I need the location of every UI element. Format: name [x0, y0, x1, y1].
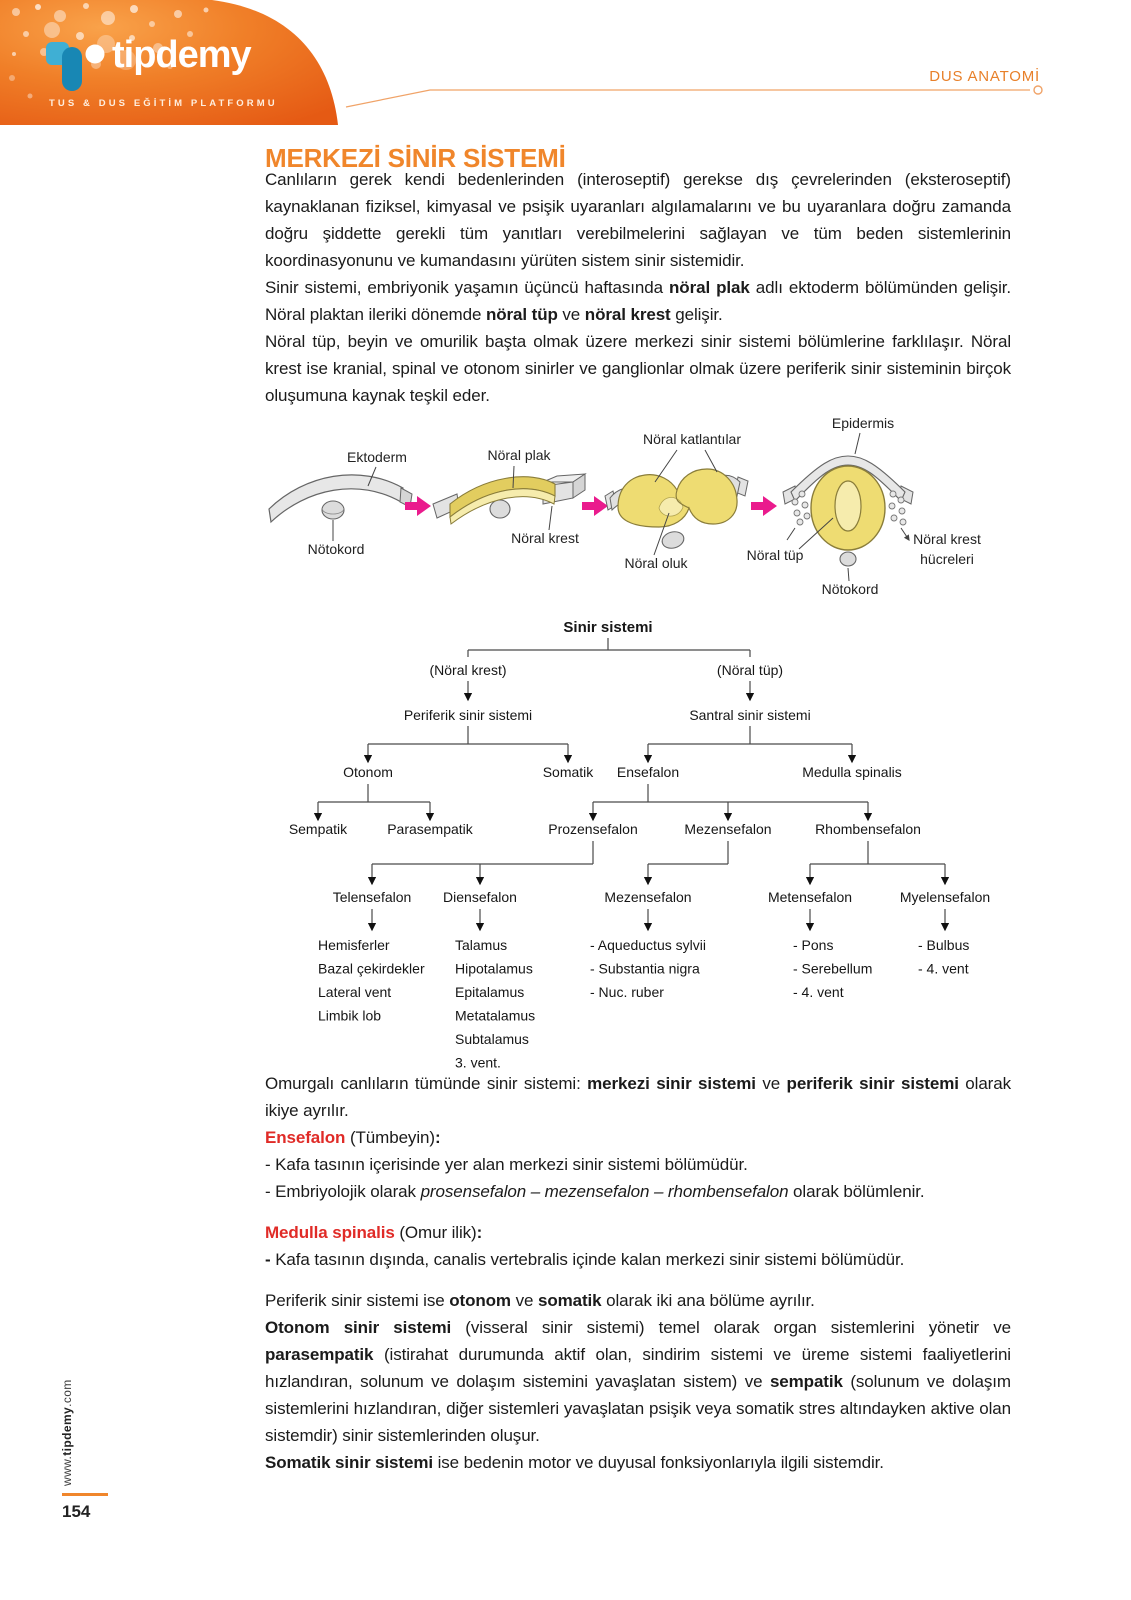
stage-arrow-icon — [582, 496, 608, 516]
section-label: DUS ANATOMİ — [929, 68, 1040, 85]
label-noral-plak: Nöral plak — [487, 447, 551, 463]
footer-rule — [62, 1493, 108, 1496]
node-sempatik: Sempatik — [288, 821, 348, 837]
paragraph: Periferik sinir sistemi ise otonom ve somatik olarak iki ana bölüme ayrılır. — [265, 1291, 815, 1310]
node-diensefalon: Diensefalon — [443, 889, 517, 905]
stage-arrow-icon — [751, 496, 777, 516]
label-ektoderm: Ektoderm — [347, 449, 407, 465]
node-somatik: Somatik — [542, 764, 594, 780]
label-noral-oluk: Nöral oluk — [624, 555, 688, 571]
flowchart-list-diensefalon: Talamus Hipotalamus Epitalamus Metatalamus Subtalamus 3. vent. — [455, 937, 536, 1071]
rule-end-dot — [1034, 86, 1042, 94]
body-paragraphs — [265, 1070, 1011, 1476]
page-number: 154 — [62, 1502, 91, 1521]
brand-tagline: TUS & DUS EĞİTİM PLATFORMU — [49, 98, 278, 109]
brand-logo-icon — [46, 42, 110, 92]
stage-ektoderm — [269, 449, 412, 557]
paragraph: Somatik sinir sistemi ise bedenin motor ve duyusal fonksiyonlarıyla ilgili sistemdir. — [265, 1453, 884, 1472]
paragraph: Otonom sinir sistemi (visseral sinir sistemi) temel olarak organ sistemlerini yönetir ve parasempatik (istirahat durumunda aktif olan, sindirim sistemi ve üreme sistemi faaliyetlerini hızlandıran, solunum ve dolaşım sistemini yavaşlatan sistem) ve sempatik (solunum ve dolaşım sistemlerini hızlandıran, diğer sistemleri yavaşlatan psişik veya somatik stres altındayken aktive olan sistemdir) sinir sistemlerinden oluşur. — [265, 1318, 1011, 1445]
node-otonom: Otonom — [343, 764, 393, 780]
node-prozensefalon: Prozensefalon — [548, 821, 638, 837]
intro-paragraphs — [265, 166, 1011, 409]
paragraph: - Kafa tasının içerisinde yer alan merkezi sinir sistemi bölümüdür. — [265, 1155, 748, 1174]
node-mezensefalon-mid: Mezensefalon — [684, 821, 772, 837]
paragraph: Omurgalı canlıların tümünde sinir sistemi: merkezi sinir sistemi ve periferik sinir sistemi olarak ikiye ayrılır. — [265, 1074, 1011, 1120]
paragraph: Sinir sistemi, embriyonik yaşamın üçüncü haftasında nöral plak adlı ektoderm bölümünden gelişir. Nöral plaktan ileriki dönemde nöral tüp ve nöral krest gelişir. — [265, 278, 1011, 324]
node-ensefalon: Ensefalon — [616, 764, 680, 780]
paragraph: - Kafa tasının dışında, canalis vertebralis içinde kalan merkezi sinir sistemi bölümüdür. — [265, 1250, 905, 1269]
paragraph: Medulla spinalis (Omur ilik): — [265, 1223, 483, 1242]
flowchart-root-label: Sinir sistemi — [563, 619, 653, 636]
paragraph: Ensefalon (Tümbeyin): — [265, 1128, 441, 1147]
node-telensefalon: Telensefalon — [332, 889, 412, 905]
label-noral-katlantilar: Nöral katlantılar — [642, 431, 742, 447]
node-noral-tup: (Nöral tüp) — [716, 662, 784, 678]
page-title: MERKEZİ SİNİR SİSTEMİ — [265, 143, 566, 174]
node-parasempatik: Parasempatik — [387, 821, 473, 837]
node-medulla-spinalis: Medulla spinalis — [802, 764, 902, 780]
stage-noral-katlantilar — [605, 431, 748, 571]
sidebar-website-text: www.tipdemy.com — [60, 1379, 74, 1486]
flowchart-list-myelensefalon: - Bulbus - 4. vent — [918, 937, 970, 977]
brand-name: tipdemy — [112, 34, 251, 76]
label-notokord-2: Nötokord — [821, 581, 879, 597]
node-rhombensefalon: Rhombensefalon — [815, 821, 921, 837]
node-noral-krest: (Nöral krest) — [429, 662, 507, 678]
paragraph: Nöral tüp, beyin ve omurilik başta olmak üzere merkezi sinir sistemi bölümlerine farklılaşır. Nöral krest ise kranial, spinal ve otonom sinirler ve ganglionlar olmak üzere periferik sinir sisteminin birçok oluşumuna kaynak teşkil eder. — [265, 332, 1011, 405]
paragraph: Canlıların gerek kendi bedenlerinden (interoseptif) gerekse dış çevrelerinden (eksteroseptif) kaynaklanan fiziksel, kimyasal ve psişik uyaranları algılamalarını ve bu uyaranlara doğru zamanda doğru şiddette gerekli tüm yanıtları verebilmelerini sağlayan ve tüm beden sistemlerinin koordinasyonunu ve kumandasını yürüten sistem sinir sistemidir. — [265, 170, 1011, 270]
stage-noral-plak — [433, 447, 585, 546]
node-mezensefalon: Mezensefalon — [604, 889, 692, 905]
label-noral-krest-hucreleri: hücreleri — [920, 551, 974, 567]
flowchart-list-metensefalon: - Pons - Serebellum - 4. vent — [793, 937, 873, 1000]
flowchart-list-mezensefalon: - Aqueductus sylvii - Substantia nigra - Nuc. ruber — [590, 937, 706, 1000]
flowchart-list-telensefalon: Hemisferler Bazal çekirdekler Lateral vent Limbik lob — [318, 937, 425, 1024]
paragraph: - Embriyolojik olarak prosensefalon – mezensefalon – rhombensefalon olarak bölümlenir. — [265, 1182, 925, 1201]
node-santral: Santral sinir sistemi — [689, 707, 811, 723]
embryo-diagram — [255, 412, 1015, 612]
nervous-system-flowchart — [255, 612, 1015, 1082]
label-epidermis: Epidermis — [831, 415, 895, 431]
node-periferik: Periferik sinir sistemi — [403, 707, 533, 723]
label-noral-krest-hucreleri: Nöral krest — [913, 531, 981, 547]
node-myelensefalon: Myelensefalon — [899, 889, 991, 905]
label-noral-tup: Nöral tüp — [746, 547, 804, 563]
node-metensefalon: Metensefalon — [767, 889, 853, 905]
stage-noral-tup — [747, 415, 981, 597]
label-noral-krest: Nöral krest — [511, 530, 579, 546]
label-notokord-1: Nötokord — [307, 541, 365, 557]
